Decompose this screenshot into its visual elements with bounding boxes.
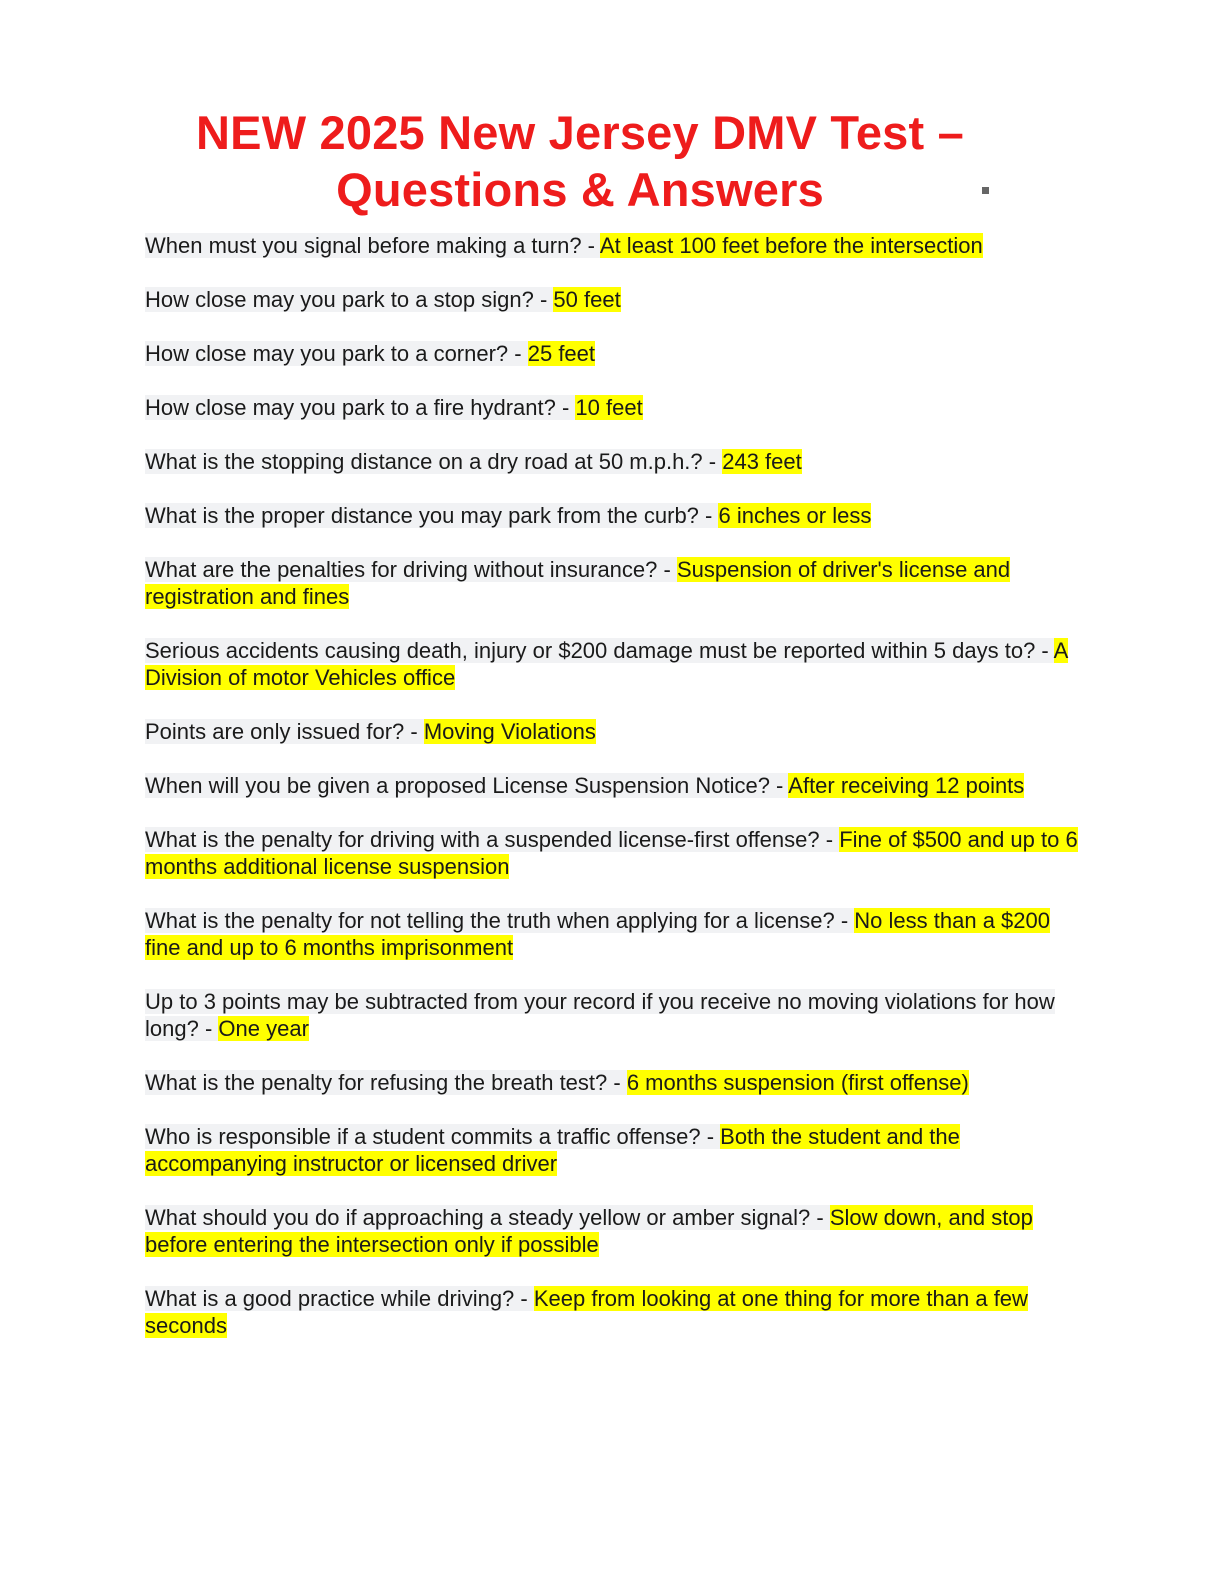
question-text: What is the proper distance you may park from the curb? (145, 503, 699, 528)
question-text: What is a good practice while driving? (145, 1286, 515, 1311)
answer-highlight: 10 feet (575, 395, 643, 420)
question-text: Serious accidents causing death, injury or $200 damage must be reported within 5 days to? (145, 638, 1036, 663)
answer-highlight: 25 feet (527, 341, 596, 366)
question-text: When must you signal before making a turn? (145, 233, 582, 258)
qa-item (145, 772, 1080, 799)
qa-item (145, 232, 1080, 259)
document-title (150, 104, 1010, 218)
qa-item (145, 448, 1080, 475)
qa-separator: - (810, 1205, 830, 1230)
qa-item (145, 556, 1080, 610)
answer-highlight: 6 months suspension (first offense) (626, 1070, 969, 1095)
qa-separator: - (698, 503, 719, 528)
qa-item (145, 1123, 1080, 1177)
answer-highlight: One year (218, 1016, 309, 1041)
qa-separator: - (508, 341, 528, 366)
qa-separator: - (657, 557, 677, 582)
answer-highlight: Suspension of driver's license and registration and fines (145, 557, 1011, 609)
answer-highlight: Slow down, and stop before entering the intersection only if possible (145, 1205, 1033, 1257)
question-text: What is the stopping distance on a dry road at 50 m.p.h.? (145, 449, 703, 474)
qa-separator: - (555, 395, 576, 420)
answer-highlight: After receiving 12 points (788, 773, 1025, 798)
qa-separator: - (198, 1016, 219, 1041)
qa-separator: - (702, 449, 723, 474)
question-text: When will you be given a proposed License Suspension Notice? (145, 773, 770, 798)
qa-item (145, 286, 1080, 313)
question-text: Points are only issued for? (145, 719, 405, 744)
question-text: What is the penalty for driving with a suspended license-first offense? (145, 827, 820, 852)
answer-highlight: Moving Violations (423, 719, 596, 744)
qa-separator: - (404, 719, 424, 744)
answer-highlight: 243 feet (722, 449, 802, 474)
qa-separator: - (1035, 638, 1054, 663)
answer-highlight: 6 inches or less (718, 503, 872, 528)
answer-highlight: Both the student and the accompanying instructor or licensed driver (145, 1124, 960, 1176)
answer-highlight: Keep from looking at one thing for more than a few seconds (145, 1286, 1028, 1338)
question-text: Up to 3 points may be subtracted from your record if you receive no moving violations for how long? (145, 989, 1055, 1041)
question-text: How close may you park to a stop sign? (145, 287, 534, 312)
answer-highlight: A Division of motor Vehicles office (145, 638, 1069, 690)
qa-separator: - (769, 773, 789, 798)
qa-separator: - (819, 827, 840, 852)
answer-highlight: Fine of $500 and up to 6 months additional license suspension (145, 827, 1078, 879)
answer-highlight: 50 feet (553, 287, 621, 312)
qa-item (145, 907, 1080, 961)
qa-item (145, 1285, 1080, 1339)
question-text: How close may you park to a corner? (145, 341, 509, 366)
qa-item (145, 826, 1080, 880)
title-line-2: Questions & Answers (336, 163, 824, 216)
qa-item (145, 502, 1080, 529)
question-text: What are the penalties for driving without insurance? (145, 557, 658, 582)
qa-separator: - (700, 1124, 721, 1149)
qa-item (145, 394, 1080, 421)
question-text: What is the penalty for not telling the truth when applying for a license? (145, 908, 835, 933)
qa-separator: - (581, 233, 600, 258)
qa-item (145, 340, 1080, 367)
title-line-1: NEW 2025 New Jersey DMV Test – (196, 106, 964, 159)
question-text: What is the penalty for refusing the breath test? (145, 1070, 608, 1095)
qa-separator: - (607, 1070, 627, 1095)
qa-item (145, 718, 1080, 745)
qa-item (145, 1069, 1080, 1096)
qa-item (145, 988, 1080, 1042)
qa-item (145, 1204, 1080, 1258)
question-text: Who is responsible if a student commits a traffic offense? (145, 1124, 701, 1149)
qa-list (145, 232, 1080, 1366)
qa-item (145, 637, 1080, 691)
question-text: How close may you park to a fire hydrant? (145, 395, 556, 420)
small-square-mark (982, 187, 989, 194)
qa-separator: - (514, 1286, 534, 1311)
qa-separator: - (533, 287, 554, 312)
question-text: What should you do if approaching a steady yellow or amber signal? (145, 1205, 811, 1230)
qa-separator: - (834, 908, 855, 933)
answer-highlight: At least 100 feet before the intersection (599, 233, 983, 258)
answer-highlight: No less than a $200 fine and up to 6 months imprisonment (145, 908, 1050, 960)
